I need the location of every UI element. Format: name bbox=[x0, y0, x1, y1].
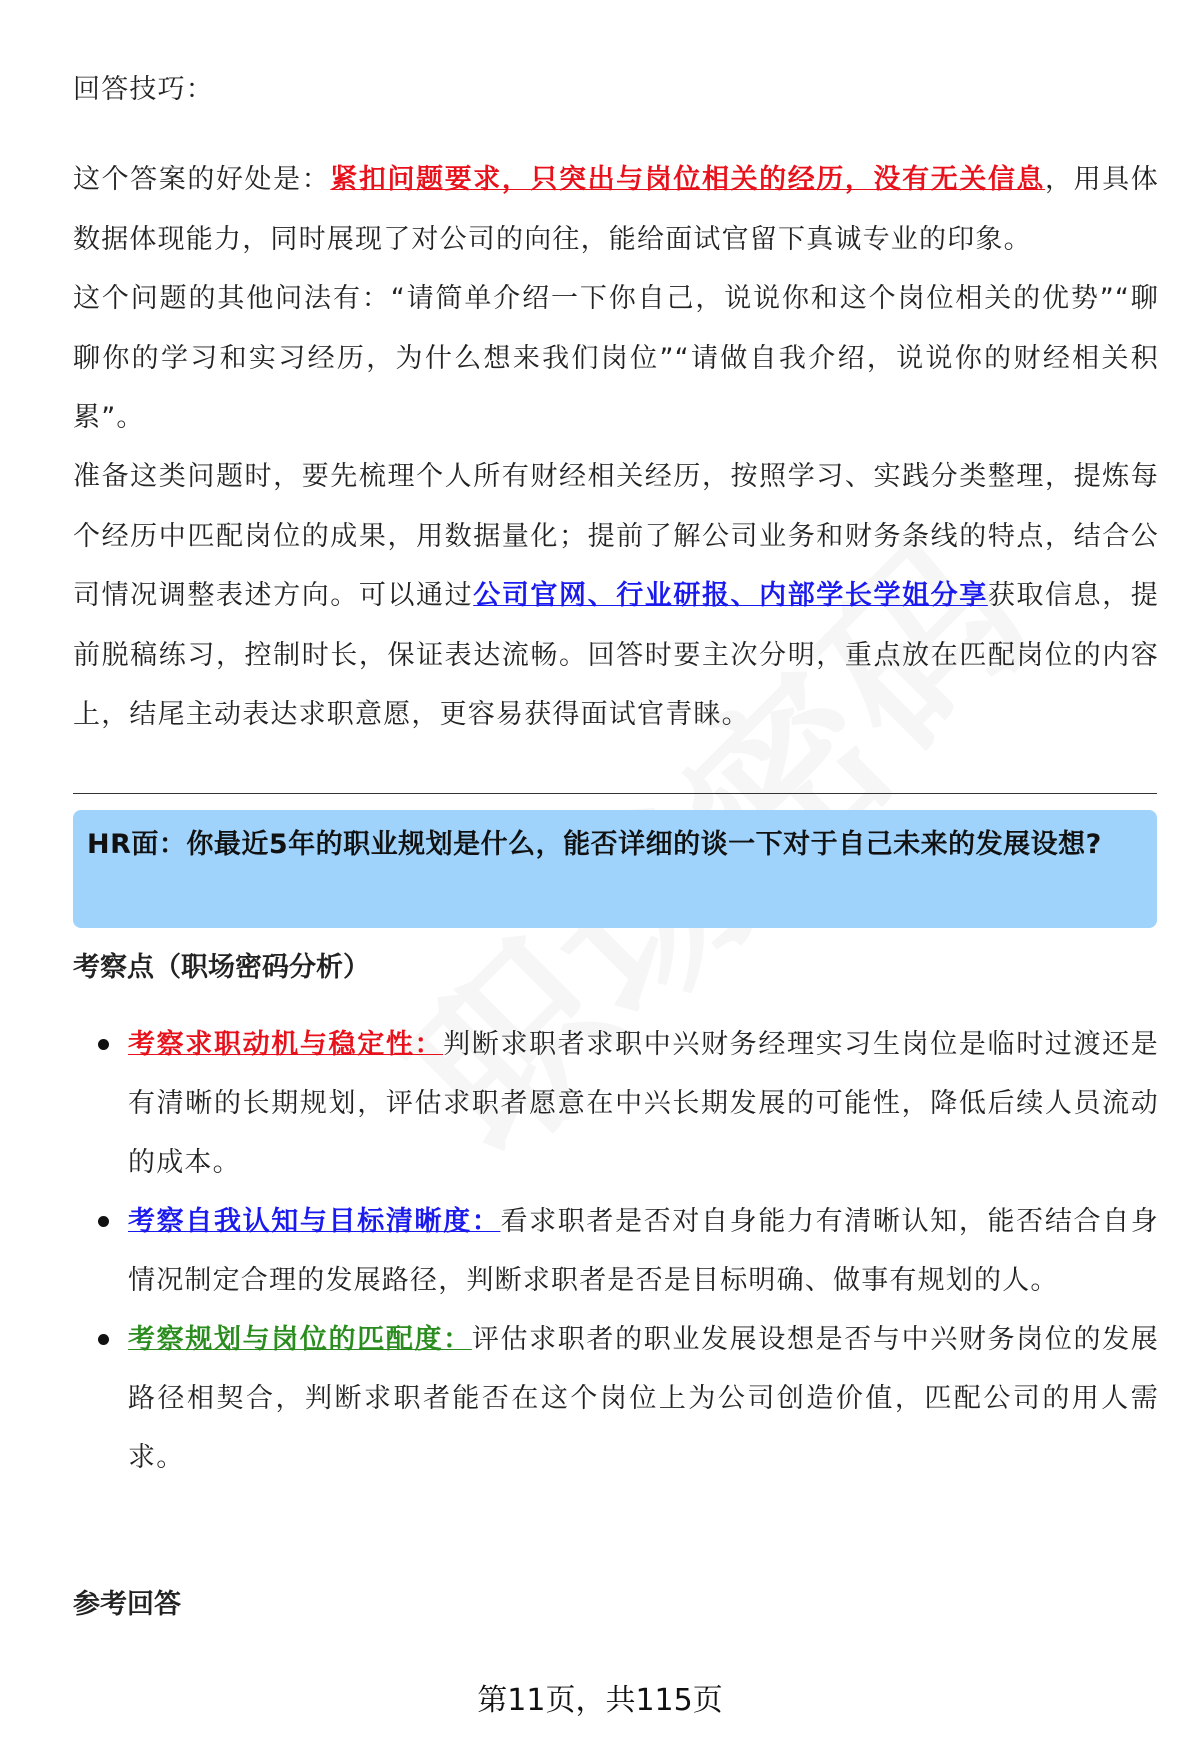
point-text: 判断求职者求职中兴财务经理实习生岗位是临时过渡还是有清晰的长期规划，评估求职者愿意在中兴长期发展的可能性，降低后续人员流动的成本。 bbox=[128, 1029, 1160, 1178]
section-divider bbox=[73, 793, 1157, 794]
point-label: 考察自我认知与目标清晰度： bbox=[128, 1206, 501, 1237]
answer-heading: 参考回答 bbox=[73, 1589, 181, 1620]
page-number: 第11页，共115页 bbox=[477, 1683, 723, 1718]
benefit-rest: ，用具体数据体现能力，同时展现了对公司的向往，能给面试官留下真诚专业的印象。 bbox=[73, 164, 1159, 255]
list-item bbox=[73, 1015, 1159, 1192]
bullet-icon bbox=[98, 1216, 109, 1227]
tips-paragraph-preparation bbox=[73, 447, 1159, 745]
point-label: 考察求职动机与稳定性： bbox=[128, 1029, 444, 1060]
point-label: 考察规划与岗位的匹配度： bbox=[128, 1324, 472, 1355]
point-text: 评估求职者的职业发展设想是否与中兴财务岗位的发展路径相契合，判断求职者能否在这个岗位上为公司创造价值，匹配公司的用人需求。 bbox=[128, 1324, 1159, 1473]
benefit-lead: 这个答案的好处是： bbox=[73, 164, 331, 195]
question-box: HR面：你最近5年的职业规划是什么，能否详细的谈一下对于自己未来的发展设想? bbox=[73, 810, 1157, 928]
benefit-highlight: 紧扣问题要求，只突出与岗位相关的经历，没有无关信息 bbox=[330, 164, 1046, 195]
prep-text-after: 获取信息，提前脱稿练习，控制时长，保证表达流畅。回答时要主次分明，重点放在匹配岗位的内容上，结尾主动表达求职意愿，更容易获得面试官青睐。 bbox=[73, 580, 1159, 730]
prep-text-before: 准备这类问题时，要先梳理个人所有财经相关经历，按照学习、实践分类整理，提炼每个经历中匹配岗位的成果，用数据量化；提前了解公司业务和财务条线的特点，结合公司情况调整表述方向。可以通过 bbox=[73, 461, 1159, 611]
analysis-points-list bbox=[73, 1015, 1159, 1487]
prep-sources-link[interactable]: 公司官网、行业研报、内部学长学姐分享 bbox=[473, 580, 988, 611]
analysis-heading: 考察点（职场密码分析） bbox=[73, 952, 370, 983]
tips-paragraph-alternatives: 这个问题的其他问法有：“请简单介绍一下你自己，说说你和这个岗位相关的优势”“聊聊你的学习和实习经历，为什么想来我们岗位”“请做自我介绍，说说你的财经相关积累”。 bbox=[73, 283, 1159, 433]
bullet-icon bbox=[98, 1334, 109, 1345]
list-item bbox=[73, 1310, 1159, 1487]
tips-heading: 回答技巧： bbox=[73, 74, 214, 105]
list-item bbox=[73, 1192, 1159, 1310]
tips-paragraph-benefit bbox=[73, 150, 1159, 269]
point-text: 看求职者是否对自身能力有清晰认知，能否结合自身情况制定合理的发展路径，判断求职者是否是目标明确、做事有规划的人。 bbox=[128, 1206, 1159, 1296]
bullet-icon bbox=[98, 1039, 109, 1050]
